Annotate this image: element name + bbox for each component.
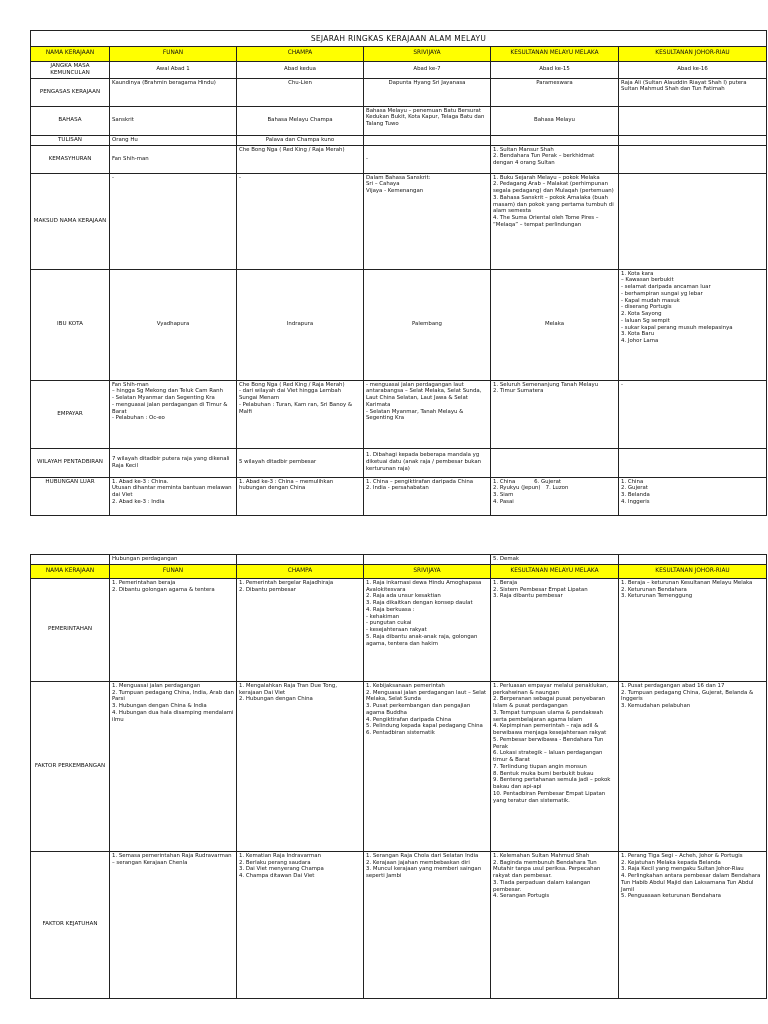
cell-line: 3. Raja dikaitkan dengan konsep daulat (366, 600, 473, 607)
cell-champa: Palava dan Champa kuno (237, 135, 364, 145)
cell-champa: Indrapura (237, 269, 364, 380)
page-title: SEJARAH RINGKAS KERAJAAN ALAM MELAYU (31, 31, 767, 47)
cell-champa: - (237, 173, 364, 269)
cell-funan: Hubungan perdagangan (110, 555, 237, 565)
cell-line: 3. Tempat tumpuan ulama & pendakwah serta pembelajaran agama Islam (493, 709, 605, 723)
cell-line: 4. Perlingkahan antara pembesar dalam Bendahara Tun Habib Abdul Majid dan Laksamana Tun Abdul Jamil (621, 873, 763, 893)
cell-funan (110, 681, 237, 851)
cell-line: 2. Kota Sayong (621, 311, 662, 318)
cell-champa: Che Bong Nga ( Red King / Raja Merah) (237, 145, 364, 173)
cell-champa (237, 851, 364, 998)
cell-line: - sukar kapal perang musuh melepasinya (621, 324, 733, 331)
cell-line: 4. Pengiktirafan daripada China (366, 716, 452, 723)
cell-line: 6. Lokasi strategik – laluan perdagangan timur & Barat (493, 750, 605, 764)
cell-melaka: Bahasa Melayu (491, 106, 619, 135)
cell-line: 2. Sistem Pembesar Empat Lipatan (493, 586, 588, 593)
cell-line: 2. Abad ke-3 : India (112, 498, 165, 505)
cell-line: Fan Shih-man (112, 381, 149, 388)
cell-line: 1. Kelemahan Sultan Mahmud Shah (493, 852, 590, 859)
cell-line: 2. Berperanan sebagai pusat penyebaran Islam & pusat perdagangan (493, 696, 607, 710)
cell-line: 1. China – pengiktirafan daripada China (366, 478, 474, 485)
cell-line: 1. Kebijaksanaan pemerintah (366, 682, 445, 689)
cell-line: - Pelabuhan : Turan, Kam ran, Sri Banoy & Malfi (239, 401, 354, 415)
cell-line: - berhampiran sungai yg lebar (621, 290, 703, 297)
row-pengasas (31, 78, 767, 106)
cell-johor-riau: - (619, 380, 767, 448)
row-bahasa (31, 106, 767, 135)
cell-line: – Kawasan berbukit (621, 277, 674, 284)
header-row (31, 47, 767, 61)
cell-line: 2. Gujerat (621, 485, 648, 492)
cell-line: - dari wilayah dai Viet hingga Lembah Sungai Menam (239, 388, 343, 402)
cell-line: 2. Keturunan Bendahara (621, 586, 687, 593)
header-melaka: KESULTANAN MELAYU MELAKA (491, 47, 619, 61)
cell-johor-riau (619, 477, 767, 515)
cell-line: 1. Kota kara (621, 270, 654, 277)
cell-line: - selamat daripada ancaman luar (621, 284, 711, 291)
cell-srivijaya (364, 555, 491, 565)
header-nama-kerajaan: NAMA KERAJAAN (31, 564, 110, 578)
row-label: FAKTOR KEJATUHAN (31, 851, 110, 998)
cell-line: - kesejahteraan rakyat (366, 627, 427, 634)
cell-johor-riau (619, 173, 767, 269)
header-row (31, 564, 767, 578)
cell-melaka (491, 851, 619, 998)
cell-srivijaya: Abad ke-7 (364, 61, 491, 78)
cell-srivijaya (364, 851, 491, 998)
cell-line: 2. Berlaku perang saudara (239, 859, 311, 866)
cell-line: 5. Pembesar berwibawa - Bendahara Tun Perak (493, 736, 606, 750)
cell-champa (237, 578, 364, 681)
cell-johor-riau: Raja Ali (Sultan Alauddin Riayat Shah I) putera Sultan Mahmud Shah dan Tun Fatimah (619, 78, 767, 106)
cell-srivijaya: - (364, 145, 491, 173)
cell-line: – hingga Sg Mekong dan Teluk Cam Ranh (112, 388, 223, 395)
cell-line: 1. Sultan Mansur Shah (493, 146, 554, 153)
row-label: WILAYAH PENTADBIRAN (31, 448, 110, 477)
cell-line: - diserang Portugis (621, 304, 672, 311)
cell-line: - pungutan cukai (366, 620, 412, 627)
cell-line: 1. Semasa pemerintahan Raja Rudravarman – serangan Kerajaan Chenla (112, 852, 234, 866)
row-wilayah (31, 448, 767, 477)
cell-line: 3. Raja Kecil yang mengaku Sultan Johor-Riau (621, 866, 744, 873)
cell-line: 2. Timur Sumatera (493, 388, 544, 395)
cell-champa (237, 555, 364, 565)
cell-line: 8. Bentuk muka bumi berbukit bukau (493, 770, 594, 777)
cell-line: 1. Mengalahkan Raja Tran Due Tong, kerajaan Dai Viet (239, 682, 339, 696)
cell-funan: Sanskrit (110, 106, 237, 135)
cell-line: 1. China (621, 478, 644, 485)
cell-melaka: Abad ke-15 (491, 61, 619, 78)
cell-line: 2. Dibantu golongan agama & tentera (112, 586, 215, 593)
header-champa: CHAMPA (237, 564, 364, 578)
cell-champa: 1. Abad ke-3 : China – memulihkan hubungan dengan China (237, 477, 364, 515)
cell-champa: Chu-Lien (237, 78, 364, 106)
cell-line: 5. Raja dibantu anak-anak raja, golongan agama, tentera dan hakim (366, 633, 480, 647)
cell-line: 1. Raja inkarnasi dewa Hindu Amoghapasa Avalokitesvara (366, 579, 484, 593)
cell-line: 3. Raja dibantu pembesar (493, 593, 563, 600)
row-label: FAKTOR PERKEMBANGAN (31, 681, 110, 851)
cell-line: 1. Kematian Raja Indravarman (239, 852, 322, 859)
cell-srivijaya: 1. Dibahagi kepada beberapa mandala yg diketuai datu (anak raja / pembesar bukan kerturunan raja) (364, 448, 491, 477)
cell-line: 1. Perang Tiga Segi – Acheh, Johor & Portugis (621, 852, 743, 859)
cell-line: 4. Champa ditawan Dai Viet (239, 873, 315, 880)
cell-funan: Kaundinya (Brahmin beragama Hindu) (110, 78, 237, 106)
cell-melaka: Melaka (491, 269, 619, 380)
cell-line: 2. Tumpuan pedagang China, India, Arab dan Parsi (112, 689, 236, 703)
cell-funan (110, 851, 237, 998)
cell-johor-riau (619, 269, 767, 380)
cell-line: 4. Pasai (493, 498, 514, 505)
cell-line: Che Bong Nga ( Red King / Raja Merah) (239, 381, 345, 388)
cell-johor-riau (619, 135, 767, 145)
header-funan: FUNAN (110, 564, 237, 578)
row-pemerintahan (31, 578, 767, 681)
cell-line: 2. Pedagang Arab – Malakat (perhimpunan segala pedagang) dan Mulaqah (pertemuan) (493, 181, 614, 195)
header-johor-riau: KESULTANAN JOHOR-RIAU (619, 564, 767, 578)
cell-line: 5. Penguasaan keturunan Bendahara (621, 893, 721, 900)
cell-melaka (491, 380, 619, 448)
cell-srivijaya: Bahasa Melayu – penemuan Batu Bersurat Kedukan Bukit, Kota Kapur, Telaga Batu dan Talang Tuwo (364, 106, 491, 135)
header-champa: CHAMPA (237, 47, 364, 61)
row-label: JANGKA MASA KEMUNCULAN (31, 61, 110, 78)
cell-line: 3. Tiada perpaduan dalam kalangan pembesar. (493, 879, 593, 893)
cell-line: 3. Belanda (621, 492, 650, 499)
row-hubungan-luar (31, 477, 767, 515)
cell-line: 1. Seluruh Semenanjung Tanah Melayu (493, 381, 599, 388)
row-kemasyhuran (31, 145, 767, 173)
cell-line: 4. Serangan Portugis (493, 893, 550, 900)
cell-funan (110, 578, 237, 681)
row-label: TULISAN (31, 135, 110, 145)
cell-funan: Awal Abad 1 (110, 61, 237, 78)
row-continuation (31, 555, 767, 565)
cell-line: 1. Pemerintah bergelar Rajadhiraja (239, 579, 334, 586)
cell-melaka: 5. Demak (491, 555, 619, 565)
row-label: IBU KOTA (31, 269, 110, 380)
cell-line: 1. Perluasan empayar melalui penaklukan, perkahwinan & naungan (493, 682, 610, 696)
cell-funan: Vyadhapura (110, 269, 237, 380)
cell-line: - Pelabuhan : Oc-eo (112, 415, 165, 422)
row-tulisan (31, 135, 767, 145)
cell-line: - Kapal mudah masuk (621, 297, 680, 304)
cell-johor-riau (619, 555, 767, 565)
cell-line: 2. Hubungan dengan China (239, 696, 313, 703)
cell-line: 2. Kejatuhan Melaka kepada Belanda (621, 859, 721, 866)
cell-line: Vijaya - Kemenangan (366, 188, 424, 195)
cell-funan: Fan Shih-man (110, 145, 237, 173)
cell-line: 4. Inggeris (621, 498, 650, 505)
cell-champa (237, 681, 364, 851)
cell-line: 5. Pelindung kepada kapal pedagang China (366, 723, 483, 730)
cell-champa: Abad kedua (237, 61, 364, 78)
row-empayar (31, 380, 767, 448)
cell-srivijaya (364, 578, 491, 681)
cell-line: 10. Pentadbiran Pembesar Empat Lipatan yang teratur dan sistematik. (493, 790, 607, 804)
row-jangka-masa (31, 61, 767, 78)
cell-melaka (491, 578, 619, 681)
cell-funan (110, 380, 237, 448)
cell-champa: Bahasa Melayu Champa (237, 106, 364, 135)
cell-line: 2. Baginda membunuh Bendahara Tun Mutahir tanpa usul periksa. Perpecahan rakyat dan pembesar. (493, 859, 603, 880)
cell-line: 2. Dibantu pembesar (239, 586, 296, 593)
header-funan: FUNAN (110, 47, 237, 61)
cell-funan (110, 477, 237, 515)
cell-line: 7. Terlindung tiupan angin monsun (493, 763, 587, 770)
table-part-2 (30, 554, 767, 999)
cell-johor-riau: Abad ke-16 (619, 61, 767, 78)
cell-melaka (491, 145, 619, 173)
row-label: EMPAYAR (31, 380, 110, 448)
cell-srivijaya (364, 173, 491, 269)
row-label: BAHASA (31, 106, 110, 135)
cell-line: 3. Muncul kerajaan yang memberi saingan seperti Jambi (366, 866, 483, 880)
cell-srivijaya (364, 135, 491, 145)
row-ibu-kota (31, 269, 767, 380)
cell-line: - Selatan Myanmar, Tanah Melayu & Segenting Kra (366, 408, 466, 422)
cell-melaka (491, 173, 619, 269)
row-label: HUBUNGAN LUAR (31, 477, 110, 515)
table-part-1 (30, 30, 767, 516)
cell-line: Utusan dihantar meminta bantuan melawan dai Viet (112, 485, 234, 499)
header-srivijaya: SRIVIJAYA (364, 564, 491, 578)
cell-line: - Selatan Myanmar dan Segenting Kra (112, 395, 215, 402)
cell-line: 2. Raja ada unsur kesaktian (366, 593, 441, 600)
cell-line: 3. Dai Viet menyerang Champa (239, 866, 324, 873)
row-maksud-nama (31, 173, 767, 269)
row-faktor-perkembangan (31, 681, 767, 851)
cell-empty (31, 555, 110, 565)
cell-champa: 5 wilayah ditadbir pembesar (237, 448, 364, 477)
cell-line: 4. Hubungan dua hala disamping mendalami ilmu (112, 709, 236, 723)
cell-johor-riau (619, 851, 767, 998)
cell-funan: - (110, 173, 237, 269)
header-srivijaya: SRIVIJAYA (364, 47, 491, 61)
cell-melaka (491, 448, 619, 477)
cell-srivijaya (364, 681, 491, 851)
header-melaka: KESULTANAN MELAYU MELAKA (491, 564, 619, 578)
cell-line: 1. Abad ke-3 : China. (112, 478, 169, 485)
cell-johor-riau (619, 145, 767, 173)
cell-line: 3. Siam (493, 492, 514, 499)
cell-funan: 7 wilayah ditadbir putera raja yang dikenali Raja Kecil (110, 448, 237, 477)
cell-line: 3. Kota Baru (621, 331, 655, 338)
cell-line: - laluan Sg sempit (621, 317, 670, 324)
cell-line: 6. Pentadbiran sistematik (366, 730, 435, 737)
title-row (31, 31, 767, 47)
cell-funan: Orang Hu (110, 135, 237, 145)
cell-line: 4. Raja berkuasa : (366, 606, 415, 613)
cell-srivijaya (364, 477, 491, 515)
row-label: PENGASAS KERAJAAN (31, 78, 110, 106)
cell-line: - menguasai jalan perdagangan di Timur & Barat (112, 401, 230, 415)
cell-melaka (491, 477, 619, 515)
cell-line: 1. Beraja – keturunan Kesultanan Melayu Melaka (621, 579, 753, 586)
cell-line: Dalam Bahasa Sanskrit: (366, 174, 431, 181)
cell-srivijaya (364, 380, 491, 448)
cell-line: 3. Bahasa Sanskrit – pokok Amalaka (buah masam) dan pokok yang pertama tumbuh di alam semesta (493, 194, 616, 215)
cell-line: 1. Beraja (493, 579, 518, 586)
cell-line: - menguasai jalan perdagangan laut antarabangsa – Selat Melaka, Selat Sunda, Laut China Selatan, Laut Jawa & Selat Karimata (366, 381, 484, 408)
cell-line: 2. Tumpuan pedagang China, Gujerat, Belanda & Inggeris (621, 689, 755, 703)
cell-melaka (491, 681, 619, 851)
cell-srivijaya: Palembang (364, 269, 491, 380)
cell-line: Sri – Cahaya (366, 181, 400, 188)
cell-line: 2. Menguasai jalan perdagangan laut – Selat Melaka, Selat Sunda (366, 689, 488, 703)
cell-line: 3. Hubungan dengan China & India (112, 703, 207, 710)
row-label: MAKSUD NAMA KERAJAAN (31, 173, 110, 269)
cell-line: 1. China 6. Gujerat (493, 478, 562, 485)
cell-line: 1. Buku Sejarah Melayu – pokok Melaka (493, 174, 600, 181)
cell-champa (237, 380, 364, 448)
cell-melaka: Parameswara (491, 78, 619, 106)
cell-line: 1. Pemerintahan beraja (112, 579, 176, 586)
cell-line: 1. Serangan Raja Chola dari Selatan India (366, 852, 479, 859)
header-johor-riau: KESULTANAN JOHOR-RIAU (619, 47, 767, 61)
cell-line: 2. Ryukyu (Jepun) 7. Luzon (493, 485, 569, 492)
cell-line: 3. Pusat perkembangan dan pengajian agama Buddha (366, 703, 472, 716)
cell-line: 2. Bendahara Tun Perak – berkhidmat dengan 4 orang Sultan (493, 153, 596, 167)
cell-melaka (491, 135, 619, 145)
cell-line: 4. The Suma Oriental oleh Tome Pires – “Melaqa” – tempat perlindungan (493, 215, 601, 228)
cell-line: 2. Kerajaan jajahan membebaskan diri (366, 859, 470, 866)
cell-line: 2. India - persahabatan (366, 485, 429, 492)
row-faktor-kejatuhan (31, 851, 767, 998)
row-label: PEMERINTAHAN (31, 578, 110, 681)
cell-johor-riau (619, 106, 767, 135)
row-label: KEMASYHURAN (31, 145, 110, 173)
cell-johor-riau (619, 448, 767, 477)
cell-line: 4. Johor Lama (621, 338, 659, 345)
cell-johor-riau (619, 681, 767, 851)
cell-johor-riau (619, 578, 767, 681)
cell-line: 1. Menguasai jalan perdagangan (112, 682, 201, 689)
cell-line: 3. Kemudahan pelabuhan (621, 703, 691, 710)
cell-line: 3. Keturunan Temenggung (621, 593, 693, 600)
cell-line: 1. Pusat perdagangan abad 16 dan 17 (621, 682, 725, 689)
cell-srivijaya: Dapunta Hyang Sri Jayanasa (364, 78, 491, 106)
header-nama-kerajaan: NAMA KERAJAAN (31, 47, 110, 61)
cell-line: 4. Kepimpinan pemerintah – raja adil & berwibawa menjaga kesejahteraan rakyat (493, 723, 607, 737)
cell-line: - kehakiman (366, 613, 400, 620)
cell-line: 9. Benteng pertahanan semula jadi – pokok bakau dan api-api (493, 777, 613, 791)
